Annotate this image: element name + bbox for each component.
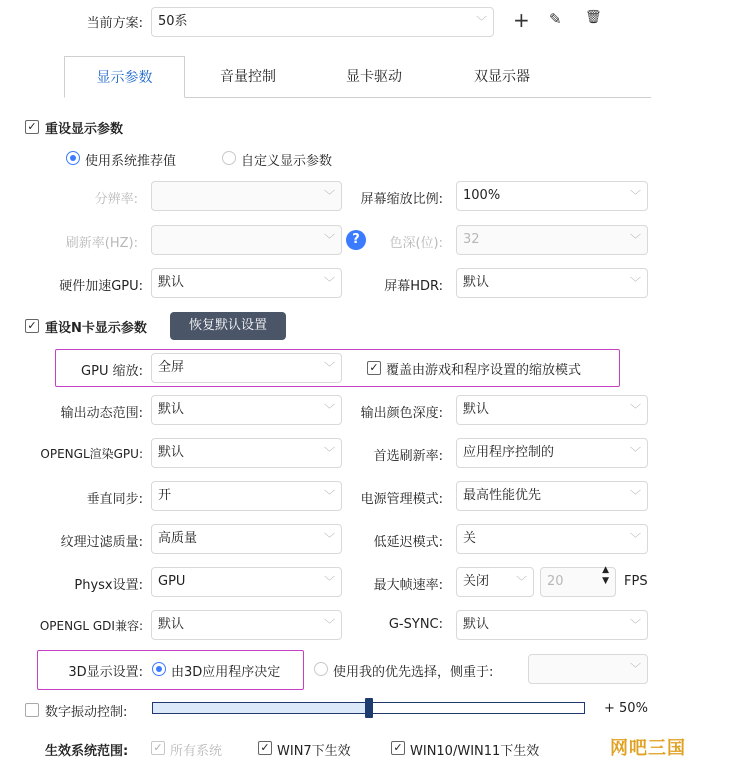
preferred-refresh-select[interactable] xyxy=(456,438,648,468)
color-depth-select-value: 32 xyxy=(463,232,480,247)
chevron-down-icon: ﹀ xyxy=(324,233,335,246)
radio-custom-display[interactable] xyxy=(222,151,236,165)
tab-gpu-driver[interactable]: 显卡驱动 xyxy=(346,69,402,85)
opengl-gpu-select-value: 默认 xyxy=(158,445,185,460)
tab-volume[interactable]: 音量控制 xyxy=(220,69,276,85)
radio-3d-preference[interactable] xyxy=(314,662,328,676)
radio-3d-app-label: 由3D应用程序决定 xyxy=(171,665,281,680)
gdi-compat-select-value: 默认 xyxy=(158,617,185,632)
vibrance-value: + 50% xyxy=(604,701,648,716)
restore-defaults-button[interactable]: 恢复默认设置 xyxy=(170,312,286,340)
chevron-down-icon: ﹀ xyxy=(630,276,641,289)
chevron-down-icon: ﹀ xyxy=(324,489,335,502)
texture-quality-select-value: 高质量 xyxy=(158,531,198,546)
stepper-arrows-icon[interactable]: ▲ ▼ xyxy=(602,565,609,586)
win7-label: WIN7下生效 xyxy=(277,744,351,759)
fps-unit: FPS xyxy=(624,574,648,589)
power-mode-label: 电源管理模式: xyxy=(360,492,443,507)
physx-label: Physx设置: xyxy=(74,578,143,593)
watermark-logo: 网吧三国 xyxy=(610,738,686,759)
tab-display[interactable]: 显示参数 xyxy=(64,56,185,98)
vibrance-slider-fill xyxy=(153,703,369,713)
radio-system-recommended[interactable] xyxy=(66,151,80,165)
gsync-select-value: 默认 xyxy=(463,617,490,632)
opengl-gpu-label: OPENGL渲染GPU: xyxy=(40,447,143,461)
max-fps-label: 最大帧速率: xyxy=(373,578,443,593)
preferred-refresh-label: 首选刷新率: xyxy=(373,449,443,464)
scheme-select-value: 50系 xyxy=(158,14,188,29)
hw-gpu-select-value: 默认 xyxy=(158,275,185,290)
gpu-scaling-select[interactable] xyxy=(151,353,342,383)
output-color-depth-select[interactable] xyxy=(456,395,648,425)
chevron-down-icon: ﹀ xyxy=(324,618,335,631)
chevron-down-icon: ﹀ xyxy=(324,403,335,416)
low-latency-label: 低延迟模式: xyxy=(373,535,443,550)
radio-system-label: 使用系统推荐值 xyxy=(85,154,177,169)
all-systems-label: 所有系统 xyxy=(170,744,223,759)
vsync-select[interactable] xyxy=(151,481,342,511)
reset-display-checkbox[interactable]: ✓ xyxy=(25,120,39,134)
gpu-scaling-label: GPU 缩放: xyxy=(81,364,143,379)
chevron-down-icon: ﹀ xyxy=(630,532,641,545)
texture-quality-label: 纹理过滤质量: xyxy=(60,535,143,550)
vsync-label: 垂直同步: xyxy=(86,492,143,507)
gdi-compat-label: OPENGL GDI兼容: xyxy=(39,619,143,633)
chevron-down-icon: ﹀ xyxy=(476,15,487,28)
gpu-scaling-select-value: 全屏 xyxy=(158,360,185,375)
output-range-label: 输出动态范围: xyxy=(60,406,143,421)
hw-gpu-label: 硬件加速GPU: xyxy=(59,279,143,294)
vibrance-checkbox[interactable] xyxy=(25,703,39,717)
gsync-label: G-SYNC: xyxy=(388,617,443,632)
chevron-down-icon: ﹀ xyxy=(630,662,641,675)
max-fps-value: 20 xyxy=(547,574,564,589)
radio-custom-label: 自定义显示参数 xyxy=(241,154,333,169)
vibrance-label: 数字振动控制: xyxy=(45,705,128,720)
reset-nvidia-checkbox[interactable]: ✓ xyxy=(25,319,39,333)
max-fps-mode-value: 关闭 xyxy=(463,574,490,589)
3d-settings-label: 3D显示设置: xyxy=(68,665,143,680)
radio-3d-preference-label: 使用我的优先选择，侧重于: xyxy=(333,665,494,680)
scope-label: 生效系统范围: xyxy=(45,744,129,759)
win7-checkbox[interactable]: ✓ xyxy=(258,741,272,755)
chevron-down-icon: ﹀ xyxy=(324,189,335,202)
chevron-down-icon: ﹀ xyxy=(516,575,527,588)
win10-checkbox[interactable]: ✓ xyxy=(391,741,405,755)
edit-icon[interactable]: ✎ xyxy=(549,10,562,28)
refresh-label: 刷新率(HZ): xyxy=(65,236,138,251)
scheme-label: 当前方案: xyxy=(86,16,143,31)
help-icon[interactable]: ? xyxy=(346,230,366,250)
low-latency-select-value: 关 xyxy=(463,531,477,546)
chevron-down-icon: ﹀ xyxy=(324,575,335,588)
win10-label: WIN10/WIN11下生效 xyxy=(410,744,540,759)
hdr-label: 屏幕HDR: xyxy=(384,279,443,294)
3d-preference-select[interactable] xyxy=(528,654,648,684)
hw-gpu-select[interactable] xyxy=(151,268,342,298)
chevron-down-icon: ﹀ xyxy=(324,361,335,374)
scheme-select[interactable] xyxy=(151,7,494,37)
all-systems-checkbox[interactable]: ✓ xyxy=(151,741,165,755)
reset-display-label: 重设显示参数 xyxy=(45,122,124,137)
chevron-down-icon: ﹀ xyxy=(630,618,641,631)
physx-select-value: GPU xyxy=(158,574,186,589)
vibrance-slider[interactable] xyxy=(152,702,585,714)
vsync-select-value: 开 xyxy=(158,488,172,503)
output-color-depth-label: 输出颜色深度: xyxy=(360,406,443,421)
chevron-down-icon: ﹀ xyxy=(324,532,335,545)
chevron-down-icon: ﹀ xyxy=(324,276,335,289)
color-depth-select[interactable] xyxy=(456,225,648,255)
chevron-down-icon: ﹀ xyxy=(630,446,641,459)
chevron-down-icon: ﹀ xyxy=(630,403,641,416)
low-latency-select[interactable] xyxy=(456,524,648,554)
hdr-select-value: 默认 xyxy=(463,275,490,290)
chevron-down-icon: ﹀ xyxy=(630,233,641,246)
color-depth-label: 色深(位): xyxy=(389,236,443,251)
chevron-down-icon: ﹀ xyxy=(630,489,641,502)
override-scaling-label: 覆盖由游戏和程序设置的缩放模式 xyxy=(386,363,582,378)
vibrance-slider-thumb[interactable] xyxy=(365,698,373,718)
tab-dual-monitor[interactable]: 双显示器 xyxy=(474,69,530,85)
chevron-down-icon: ﹀ xyxy=(324,446,335,459)
physx-select[interactable] xyxy=(151,567,342,597)
scaling-select-value: 100% xyxy=(463,188,501,203)
power-mode-select[interactable] xyxy=(456,481,648,511)
reset-nvidia-label: 重设N卡显示参数 xyxy=(45,321,147,336)
scaling-label: 屏幕缩放比例: xyxy=(360,192,443,207)
gdi-compat-select[interactable] xyxy=(151,610,342,640)
scaling-select[interactable] xyxy=(456,181,648,211)
refresh-select[interactable] xyxy=(151,225,342,255)
override-scaling-checkbox[interactable]: ✓ xyxy=(367,361,381,375)
resolution-label: 分辨率: xyxy=(94,192,138,207)
power-mode-select-value: 最高性能优先 xyxy=(463,488,542,503)
gsync-select[interactable] xyxy=(456,610,648,640)
output-color-depth-select-value: 默认 xyxy=(463,402,490,417)
radio-3d-app[interactable] xyxy=(152,662,166,676)
opengl-gpu-select[interactable] xyxy=(151,438,342,468)
hdr-select[interactable] xyxy=(456,268,648,298)
texture-quality-select[interactable] xyxy=(151,524,342,554)
output-range-select[interactable] xyxy=(151,395,342,425)
preferred-refresh-select-value: 应用程序控制的 xyxy=(463,445,555,460)
output-range-select-value: 默认 xyxy=(158,402,185,417)
chevron-down-icon: ﹀ xyxy=(630,189,641,202)
max-fps-stepper[interactable] xyxy=(540,567,616,597)
max-fps-mode-select[interactable] xyxy=(456,567,534,597)
delete-icon[interactable]: 🗑 xyxy=(585,10,602,25)
resolution-select[interactable] xyxy=(151,181,342,211)
add-icon[interactable]: + xyxy=(513,8,530,32)
